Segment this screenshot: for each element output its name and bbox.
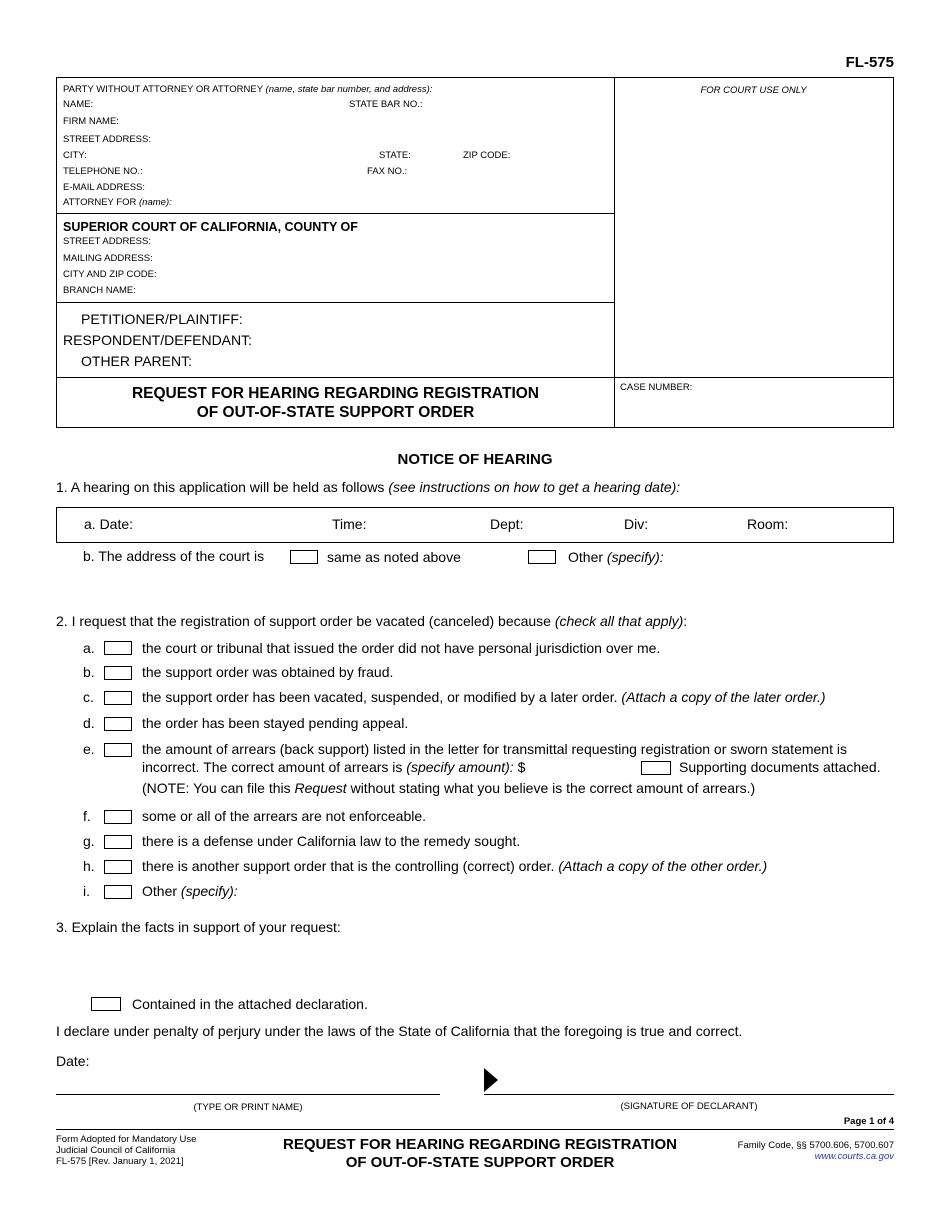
attorney-for-label: ATTORNEY FOR (name): [63,197,172,208]
print-name-caption: (TYPE OR PRINT NAME) [193,1102,303,1113]
option-e-letter: e. [83,741,95,757]
declaration-text: I declare under penalty of perjury under the laws of the State of California that the foregoing is true and correct. [56,1023,743,1039]
option-a-text: the court or tribunal that issued the order did not have personal jurisdiction over me. [142,640,661,656]
form-number: FL-575 [845,54,894,71]
footer-title [250,1136,710,1172]
parties-section [57,303,614,378]
supporting-docs-label: Supporting documents attached. [679,759,881,775]
firm-name-label: FIRM NAME: [63,116,119,127]
attached-declaration-checkbox[interactable] [91,997,121,1011]
option-c-letter: c. [83,689,94,705]
date-label: a. Date: [84,516,134,532]
item1-text: 1. A hearing on this application will be held as follows (see instructions on how to get a hearing date): [56,479,681,495]
caption-title [57,384,614,422]
option-h-text: there is another support order that is the controlling (correct) order. (Attach a copy of the other order.) [142,858,768,874]
option-e-checkbox[interactable] [104,743,132,757]
footer-left [56,1134,196,1167]
room-label: Room: [747,516,789,532]
footer-title-line2: OF OUT-OF-STATE SUPPORT ORDER [345,1154,615,1171]
state-bar-label: STATE BAR NO.: [349,99,423,110]
option-d-checkbox[interactable] [104,717,132,731]
time-label: Time: [332,516,367,532]
telephone-label: TELEPHONE NO.: [63,166,143,177]
court-use-label: FOR COURT USE ONLY [700,85,807,96]
other-address-label: Other (specify): [568,549,664,565]
city-label: CITY: [63,150,87,161]
caption-title-line2: OF OUT-OF-STATE SUPPORT ORDER [196,404,475,421]
footer-council: Judicial Council of California [56,1145,176,1156]
case-number-divider [614,377,893,378]
option-c-text: the support order has been vacated, suspended, or modified by a later order. (Attach a copy of the later order.) [142,689,826,705]
same-as-checkbox[interactable] [290,550,318,564]
other-parent-label: OTHER PARENT: [81,353,192,369]
same-as-label: same as noted above [327,549,461,565]
case-number-label: CASE NUMBER: [620,382,693,393]
court-title: SUPERIOR COURT OF CALIFORNIA, COUNTY OF [63,220,358,234]
option-f-checkbox[interactable] [104,810,132,824]
option-f-letter: f. [83,808,91,824]
respondent-label: RESPONDENT/DEFENDANT: [63,332,253,348]
option-g-text: there is a defense under California law to the remedy sought. [142,833,521,849]
option-e-text: the amount of arrears (back support) listed in the letter for transmittal requesting registration or sworn statement is [142,741,847,757]
option-b-checkbox[interactable] [104,666,132,680]
state-label: STATE: [379,150,411,161]
option-b-text: the support order was obtained by fraud. [142,664,394,680]
caption-box [56,77,894,428]
footer-code: Family Code, §§ 5700.606, 5700.607 [737,1140,894,1151]
print-name-line[interactable] [56,1094,440,1095]
date-field-label: Date: [56,1053,90,1069]
caption-title-line1: REQUEST FOR HEARING REGARDING REGISTRATION [131,385,540,402]
court-street-label: STREET ADDRESS: [63,236,151,247]
caption-right [614,78,893,427]
option-e-note: (NOTE: You can file this Request without stating what you believe is the correct amount of arrears.) [142,780,756,796]
notice-heading: NOTICE OF HEARING [397,451,553,468]
court-address-label: b. The address of the court is [83,548,265,564]
footer-revision: FL-575 [Rev. January 1, 2021] [56,1156,184,1167]
zip-label: ZIP CODE: [463,150,511,161]
div-label: Div: [624,516,649,532]
footer-adopted: Form Adopted for Mandatory Use [56,1134,197,1145]
signature-caption: (SIGNATURE OF DECLARANT) [620,1101,758,1112]
court-branch-label: BRANCH NAME: [63,285,136,296]
option-g-checkbox[interactable] [104,835,132,849]
other-address-checkbox[interactable] [528,550,556,564]
option-a-letter: a. [83,640,95,656]
option-i-text: Other (specify): [142,883,238,899]
signature-arrow-icon [484,1068,498,1092]
option-c-checkbox[interactable] [104,691,132,705]
option-a-checkbox[interactable] [104,641,132,655]
signature-line[interactable] [484,1094,894,1095]
option-d-letter: d. [83,715,95,731]
dept-label: Dept: [490,516,524,532]
option-i-letter: i. [83,883,90,899]
option-h-letter: h. [83,858,95,874]
footer-divider [56,1129,894,1130]
option-e-line2: incorrect. The correct amount of arrears is (specify amount): $ [142,759,526,775]
option-d-text: the order has been stayed pending appeal. [142,715,409,731]
party-label: PARTY WITHOUT ATTORNEY OR ATTORNEY (name, state bar number, and address): [63,84,433,95]
item2-text: 2. I request that the registration of support order be vacated (canceled) because (check all that apply): [56,613,688,629]
court-section [57,214,614,303]
hearing-box [56,507,894,543]
option-h-checkbox[interactable] [104,860,132,874]
petitioner-label: PETITIONER/PLAINTIFF: [81,311,243,327]
option-g-letter: g. [83,833,95,849]
caption-left [57,78,615,427]
option-i-checkbox[interactable] [104,885,132,899]
footer-right [738,1140,894,1162]
attached-declaration-label: Contained in the attached declaration. [132,996,368,1012]
option-b-letter: b. [83,664,95,680]
footer-url-link[interactable]: www.courts.ca.gov [814,1151,894,1162]
email-label: E-MAIL ADDRESS: [63,182,146,193]
court-city-zip-label: CITY AND ZIP CODE: [63,269,157,280]
supporting-docs-checkbox[interactable] [641,761,671,775]
option-f-text: some or all of the arrears are not enforceable. [142,808,427,824]
name-label: NAME: [63,99,94,110]
party-section [57,78,614,214]
fax-label: FAX NO.: [367,166,408,177]
page-number: Page 1 of 4 [843,1116,894,1127]
item3-text: 3. Explain the facts in support of your request: [56,919,341,935]
footer-title-line1: REQUEST FOR HEARING REGARDING REGISTRATION [283,1136,677,1153]
court-mailing-label: MAILING ADDRESS: [63,253,153,264]
street-address-label: STREET ADDRESS: [63,134,151,145]
